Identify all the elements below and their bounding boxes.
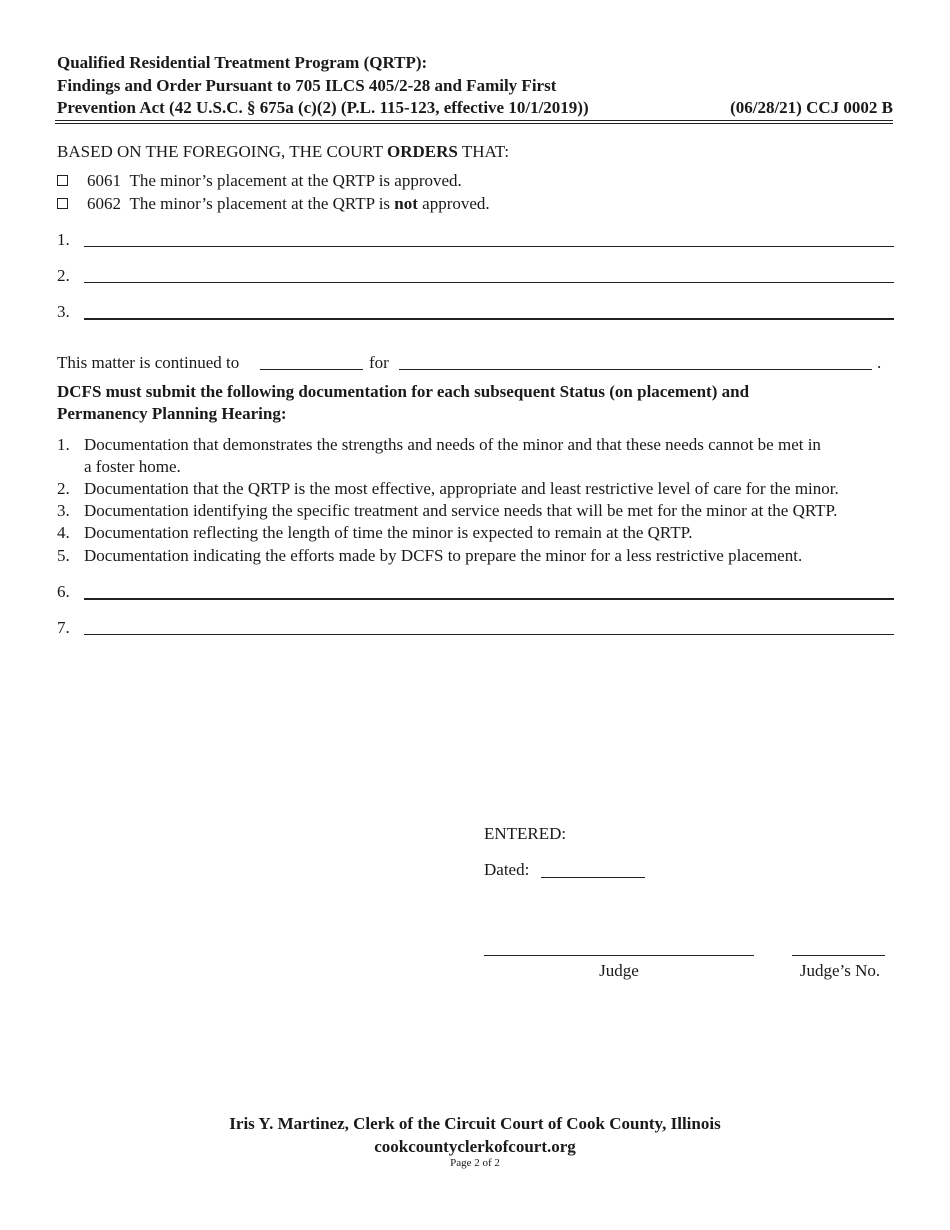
continuance-date-field[interactable]: [260, 369, 363, 370]
judge-label: Judge: [599, 961, 639, 980]
orders-intro-end: THAT:: [457, 142, 510, 161]
continuance-prefix: This matter is continued to: [57, 353, 240, 372]
option-text-bold: not: [394, 194, 418, 213]
order-line-2[interactable]: [84, 282, 894, 283]
orders-intro-bold: ORDERS: [387, 142, 458, 161]
dcfs-item-number: 2.: [57, 479, 70, 498]
judge-number-label: Judge’s No.: [799, 961, 881, 980]
continuance-purpose-field[interactable]: [399, 369, 872, 370]
dcfs-item-5: Documentation indicating the efforts made by DCFS to prepare the minor for a less restrictive placement.: [84, 546, 803, 565]
option-text: The minor’s placement at the QRTP is: [129, 194, 395, 213]
option-6061: [87, 170, 462, 192]
dcfs-line-7[interactable]: [84, 634, 894, 635]
entered-label: ENTERED:: [484, 824, 567, 843]
checkbox-6061[interactable]: [57, 175, 68, 186]
judge-signature-line[interactable]: [484, 955, 754, 956]
footer-clerk: Iris Y. Martinez, Clerk of the Circuit Court of Cook County, Illinois: [229, 1114, 721, 1133]
dcfs-item-number: 5.: [57, 546, 70, 565]
dcfs-item-number: 3.: [57, 501, 70, 520]
form-code: (06/28/21) CCJ 0002 B: [730, 98, 893, 117]
dated-label: Dated:: [484, 860, 530, 879]
form-title-line-2: Findings and Order Pursuant to 705 ILCS 405/2-28 and Family First: [57, 76, 557, 95]
dcfs-item-1-cont: a foster home.: [84, 457, 181, 476]
order-line-number: 3.: [57, 302, 70, 321]
dcfs-item-4: Documentation reflecting the length of time the minor is expected to remain at the QRTP.: [84, 523, 693, 542]
dcfs-item-3: Documentation identifying the specific treatment and service needs that will be met for the minor at the QRTP.: [84, 501, 838, 520]
header-rule-bottom: [55, 123, 893, 124]
continuance-for-label: for: [369, 353, 389, 372]
option-text-end: approved.: [417, 194, 490, 213]
form-title-line-1: Qualified Residential Treatment Program (QRTP):: [57, 53, 428, 72]
order-line-number: 1.: [57, 230, 70, 249]
dcfs-line-number: 7.: [57, 618, 70, 637]
option-code: 6061: [87, 171, 121, 190]
dcfs-line-6[interactable]: [84, 598, 894, 600]
footer-website[interactable]: cookcountyclerkofcourt.org: [374, 1137, 576, 1156]
dcfs-line-number: 6.: [57, 582, 70, 601]
order-line-1[interactable]: [84, 246, 894, 247]
option-code: 6062: [87, 194, 121, 213]
dcfs-heading-line-2: Permanency Planning Hearing:: [57, 404, 287, 423]
judge-number-line[interactable]: [792, 955, 885, 956]
option-6062: [87, 193, 490, 215]
option-text: The minor’s placement at the QRTP is approved.: [129, 171, 462, 190]
form-title-line-3: Prevention Act (42 U.S.C. § 675a (c)(2) (P.L. 115-123, effective 10/1/2019)): [57, 98, 589, 117]
dcfs-item-number: 1.: [57, 435, 70, 454]
header-rule-top: [55, 120, 893, 121]
dcfs-item-number: 4.: [57, 523, 70, 542]
order-line-3[interactable]: [84, 318, 894, 320]
continuance-end: .: [877, 353, 882, 372]
dcfs-item-2: Documentation that the QRTP is the most effective, appropriate and least restrictive level of care for the minor.: [84, 479, 839, 498]
orders-intro-text: BASED ON THE FOREGOING, THE COURT: [57, 142, 388, 161]
page-number: Page 2 of 2: [450, 1157, 500, 1169]
orders-intro: [57, 141, 509, 163]
dcfs-item-1: Documentation that demonstrates the strengths and needs of the minor and that these needs cannot be met in: [84, 435, 821, 454]
dated-field[interactable]: [541, 877, 645, 878]
order-line-number: 2.: [57, 266, 70, 285]
dcfs-heading-line-1: DCFS must submit the following documentation for each subsequent Status (on placement) and: [57, 382, 750, 401]
checkbox-6062[interactable]: [57, 198, 68, 209]
